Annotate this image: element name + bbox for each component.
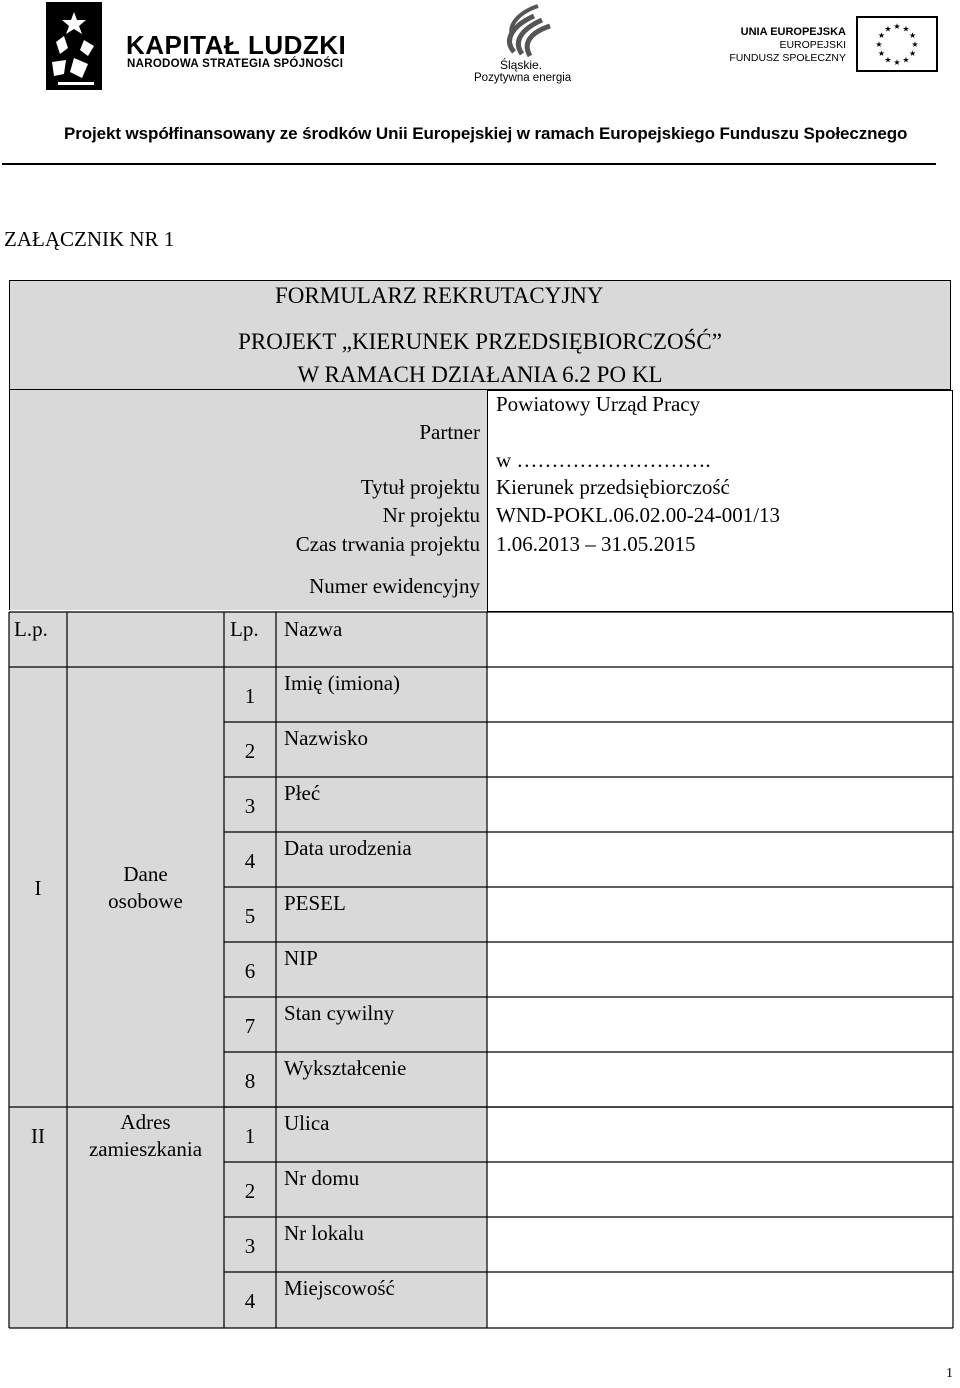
project-name: PROJEKT „KIERUNEK PRZEDSIĘBIORCZOŚĆ” — [238, 329, 722, 354]
row-number: 5 — [244, 904, 256, 928]
eu-star-icon: ★ — [875, 40, 883, 49]
pesel-input[interactable] — [488, 889, 952, 943]
row-label: Nazwisko — [284, 726, 368, 750]
project-action: W RAMACH DZIAŁANIA 6.2 PO KL — [297, 362, 663, 387]
house-number-input[interactable] — [488, 1164, 952, 1218]
slaskie-tagline: Pozytywna energia — [474, 72, 572, 84]
col-lp2-header: Lp. — [230, 617, 259, 641]
section-ii-roman: II — [31, 1124, 45, 1148]
project-title-value: Kierunek przedsiębiorczość — [496, 475, 730, 499]
project-title-label: Tytuł projektu — [360, 475, 480, 499]
row-number: 8 — [244, 1069, 256, 1093]
marital-status-input[interactable] — [488, 999, 952, 1053]
row-number: 3 — [244, 1234, 256, 1258]
section-i-roman: I — [34, 876, 42, 900]
eu-star-icon: ★ — [877, 31, 885, 40]
row-label: Płeć — [284, 781, 321, 805]
eu-star-icon: ★ — [902, 55, 910, 65]
partner-label: Partner — [419, 420, 480, 444]
section-ii-title-1: Adres — [120, 1110, 171, 1134]
row-label: NIP — [284, 946, 318, 970]
row-number: 2 — [244, 739, 256, 763]
row-label: Data urodzenia — [284, 836, 412, 860]
col-lp-header: L.p. — [14, 617, 48, 641]
nip-input[interactable] — [488, 944, 952, 998]
eu-star-icon: ★ — [911, 40, 919, 49]
eu-star-icon: ★ — [884, 55, 892, 65]
section-i-title-2: osobowe — [108, 889, 183, 913]
annex-heading: ZAŁĄCZNIK NR 1 — [4, 227, 175, 251]
partner-value: Powiatowy Urząd Pracy — [496, 392, 701, 416]
section-ii-title-2: zamieszkania — [88, 1137, 203, 1161]
row-label: Wykształcenie — [284, 1056, 407, 1080]
row-number: 4 — [244, 1289, 256, 1313]
row-label: Nr lokalu — [284, 1221, 364, 1245]
eu-star-icon: ★ — [893, 58, 901, 67]
project-duration-label: Czas trwania projektu — [295, 532, 480, 556]
row-number: 1 — [244, 684, 256, 708]
eu-line-1: UNIA EUROPEJSKA — [740, 26, 846, 38]
row-number: 6 — [244, 959, 256, 983]
row-number: 4 — [244, 849, 256, 873]
sex-input[interactable] — [488, 779, 952, 833]
apartment-number-input[interactable] — [488, 1219, 952, 1273]
city-input[interactable] — [488, 1274, 952, 1328]
row-number: 1 — [244, 1124, 256, 1148]
col-name-header: Nazwa — [284, 617, 343, 641]
row-label: Stan cywilny — [284, 1001, 395, 1025]
page-number: 1 — [946, 1366, 953, 1381]
eu-star-icon: ★ — [909, 49, 917, 58]
form-title: FORMULARZ REKRUTACYJNY — [275, 283, 604, 308]
row-number: 3 — [244, 794, 256, 818]
last-name-input[interactable] — [488, 724, 952, 778]
birth-date-input[interactable] — [488, 834, 952, 888]
eu-line-2: EUROPEJSKI — [779, 39, 846, 51]
kapital-ludzki-title: KAPITAŁ LUDZKI — [126, 30, 347, 60]
eu-star-icon: ★ — [902, 24, 910, 34]
first-name-input[interactable] — [488, 669, 952, 723]
eu-star-icon: ★ — [884, 24, 892, 34]
row-label: Imię (imiona) — [284, 671, 401, 695]
eu-line-3: FUNDUSZ SPOŁECZNY — [729, 52, 846, 64]
section-i-title-1: Dane — [123, 862, 168, 886]
row-label: Nr domu — [284, 1166, 360, 1190]
street-input[interactable] — [488, 1109, 952, 1163]
row-label: Miejscowość — [284, 1276, 395, 1300]
row-label: Ulica — [284, 1111, 330, 1135]
eu-star-icon: ★ — [909, 31, 917, 40]
registry-number-label: Numer ewidencyjny — [309, 574, 480, 598]
partner-location-field[interactable]: w ………………………. — [496, 448, 711, 472]
row-number: 2 — [244, 1179, 256, 1203]
slaskie-name: Śląskie. — [500, 58, 543, 72]
project-duration-value: 1.06.2013 – 31.05.2015 — [496, 532, 696, 556]
project-number-label: Nr projektu — [382, 503, 480, 527]
cofinancing-note: Projekt współfinansowany ze środków Unii Europejskiej w ramach Europejskiego Funduszu Społecznego — [64, 124, 908, 143]
row-label: PESEL — [284, 891, 346, 915]
row-number: 7 — [244, 1014, 256, 1038]
kapital-ludzki-subtitle: NARODOWA STRATEGIA SPÓJNOŚCI — [127, 58, 344, 70]
project-number-value: WND-POKL.06.02.00-24-001/13 — [496, 503, 781, 527]
eu-star-icon: ★ — [877, 49, 885, 58]
eu-star-icon: ★ — [893, 22, 901, 31]
education-input[interactable] — [488, 1054, 952, 1108]
